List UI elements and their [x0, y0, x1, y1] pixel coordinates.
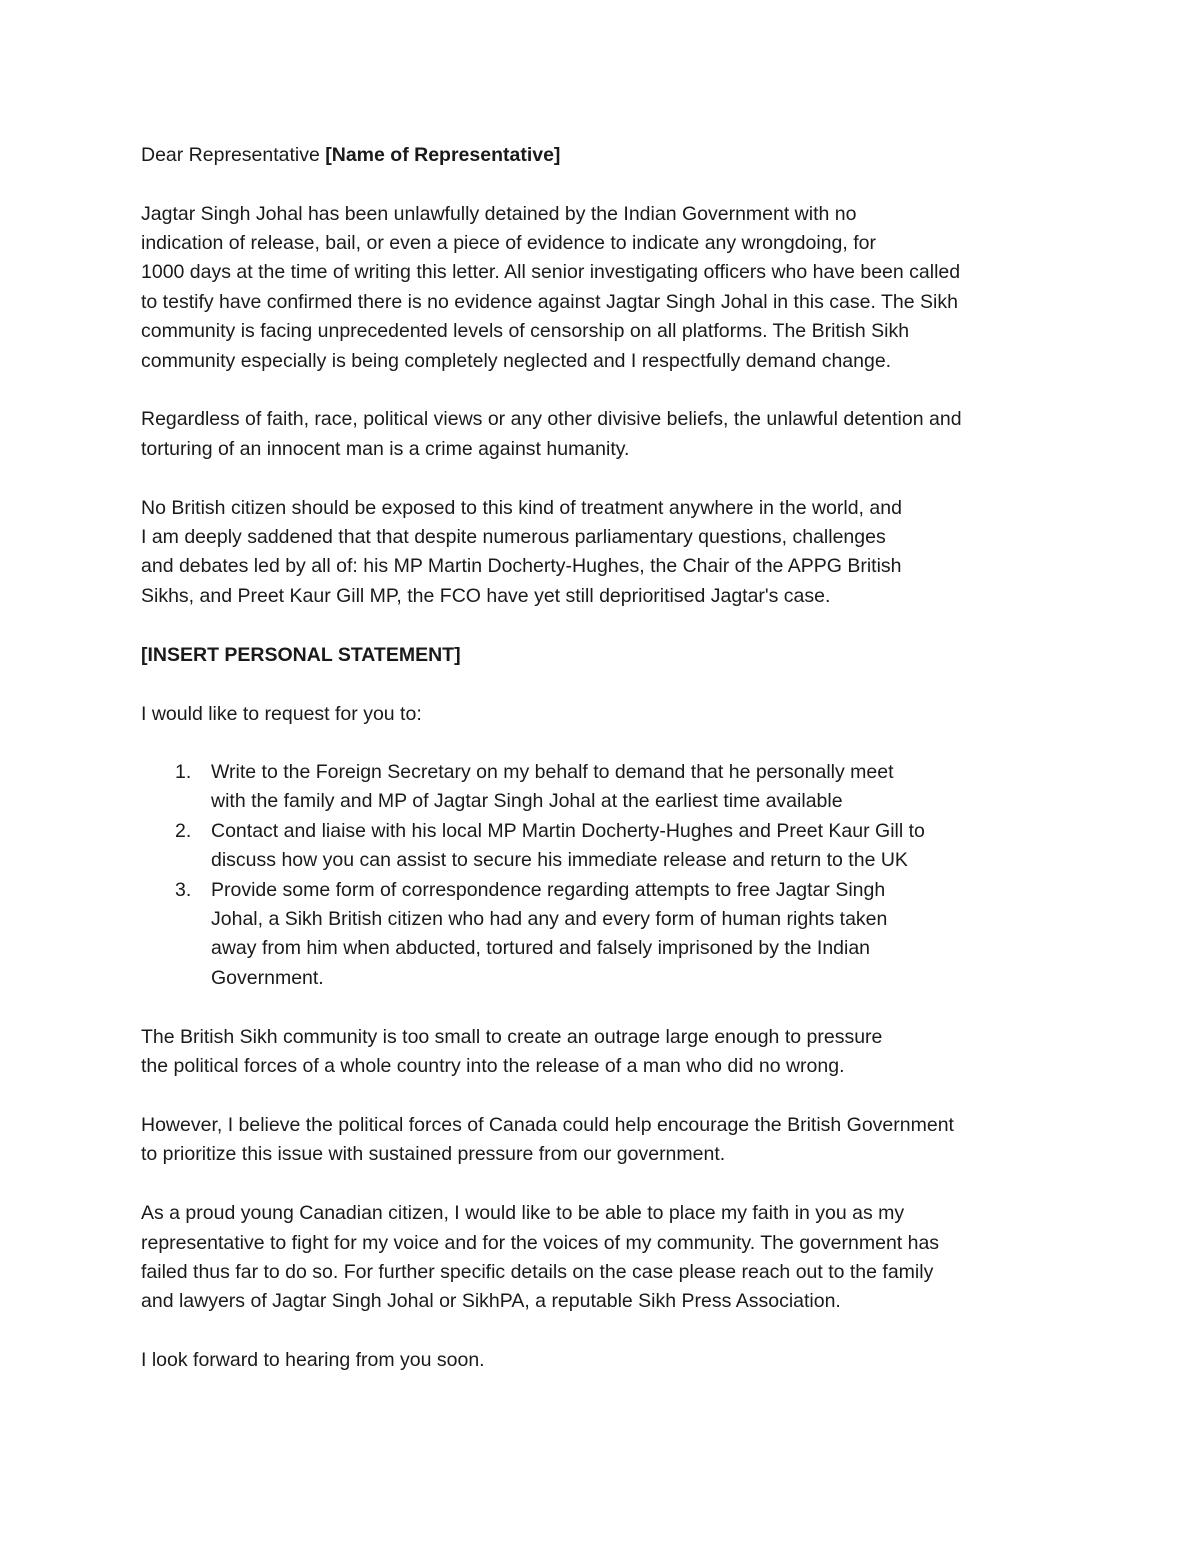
list-number: 3.: [175, 879, 192, 901]
paragraph-5-line: However, I believe the political forces of Canada could help encourage the British Government: [141, 1114, 954, 1136]
list-item-line: away from him when abducted, tortured and falsely imprisoned by the Indian: [211, 937, 871, 959]
paragraph-6-line: and lawyers of Jagtar Singh Johal or SikhPA, a reputable Sikh Press Association.: [141, 1290, 841, 1312]
paragraph-2-line: torturing of an innocent man is a crime against humanity.: [141, 438, 630, 460]
list-item-line: with the family and MP of Jagtar Singh Johal at the earliest time available: [211, 790, 843, 812]
closing-line: I look forward to hearing from you soon.: [141, 1349, 485, 1371]
paragraph-1-line: community is facing unprecedented levels of censorship on all platforms. The British Sikh: [141, 320, 910, 342]
list-item-line: discuss how you can assist to secure his immediate release and return to the UK: [211, 849, 908, 871]
paragraph-6-line: As a proud young Canadian citizen, I would like to be able to place my faith in you as my: [141, 1202, 905, 1224]
paragraph-5-line: to prioritize this issue with sustained pressure from our government.: [141, 1143, 726, 1165]
paragraph-3-line: Sikhs, and Preet Kaur Gill MP, the FCO have yet still deprioritised Jagtar's case.: [141, 585, 831, 607]
list-item-line: Write to the Foreign Secretary on my behalf to demand that he personally meet: [211, 761, 894, 783]
paragraph-3-line: I am deeply saddened that that despite numerous parliamentary questions, challenges: [141, 526, 886, 548]
list-number: 1.: [175, 761, 192, 783]
paragraph-1-line: indication of release, bail, or even a piece of evidence to indicate any wrongdoing, for: [141, 232, 876, 254]
list-item-line: Provide some form of correspondence regarding attempts to free Jagtar Singh: [211, 879, 886, 901]
paragraph-1-line: 1000 days at the time of writing this letter. All senior investigating officers who have been called: [141, 261, 961, 283]
paragraph-6-line: representative to fight for my voice and for the voices of my community. The government has: [141, 1232, 940, 1254]
salutation: [141, 141, 560, 171]
personal-statement-placeholder: [INSERT PERSONAL STATEMENT]: [141, 644, 461, 666]
paragraph-1-line: community especially is being completely neglected and I respectfully demand change.: [141, 350, 892, 372]
request-intro: I would like to request for you to:: [141, 703, 422, 725]
list-item-line: Johal, a Sikh British citizen who had any and every form of human rights taken: [211, 908, 888, 930]
list-item-line: Government.: [211, 967, 324, 989]
list-number: 2.: [175, 820, 192, 842]
paragraph-4-line: the political forces of a whole country into the release of a man who did no wrong.: [141, 1055, 845, 1077]
salutation-prefix: Dear Representative: [141, 144, 326, 166]
representative-name-placeholder: [Name of Representative]: [325, 144, 561, 166]
paragraph-1-line: to testify have confirmed there is no evidence against Jagtar Singh Johal in this case. The Sikh: [141, 291, 958, 313]
paragraph-2-line: Regardless of faith, race, political views or any other divisive beliefs, the unlawful detention and: [141, 408, 962, 430]
paragraph-4-line: The British Sikh community is too small to create an outrage large enough to pressure: [141, 1026, 883, 1048]
paragraph-3-line: and debates led by all of: his MP Martin Docherty-Hughes, the Chair of the APPG British: [141, 555, 902, 577]
paragraph-1-line: Jagtar Singh Johal has been unlawfully detained by the Indian Government with no: [141, 203, 857, 225]
paragraph-3-line: No British citizen should be exposed to this kind of treatment anywhere in the world, and: [141, 497, 902, 519]
paragraph-6-line: failed thus far to do so. For further specific details on the case please reach out to the family: [141, 1261, 934, 1283]
list-item-line: Contact and liaise with his local MP Martin Docherty-Hughes and Preet Kaur Gill to: [211, 820, 925, 842]
